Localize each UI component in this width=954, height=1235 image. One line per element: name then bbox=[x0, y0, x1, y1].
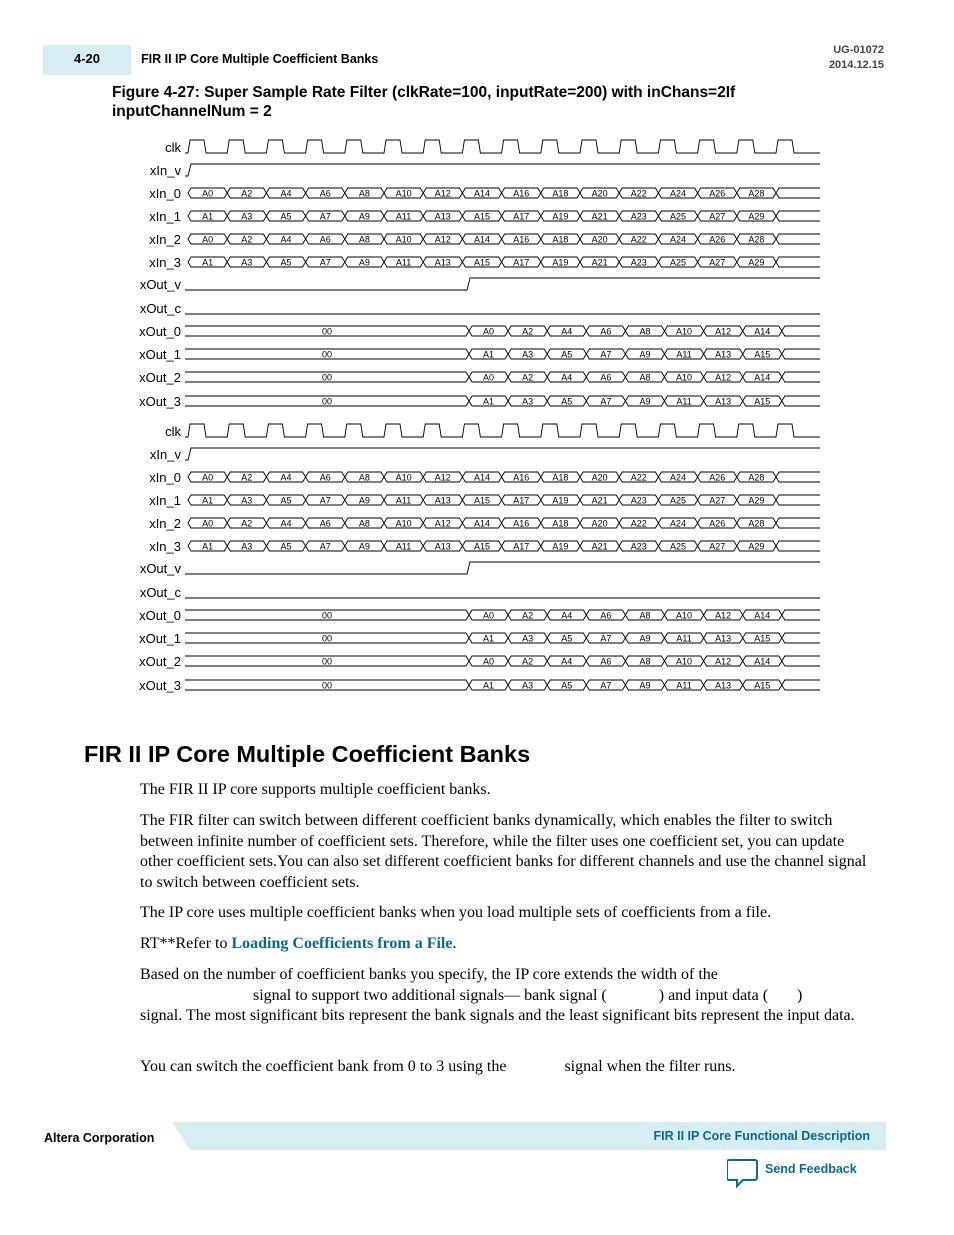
xout3-bus-value: A3 bbox=[522, 680, 534, 691]
xin0-bus-tail bbox=[776, 188, 820, 198]
xin2-bus-value: A24 bbox=[669, 518, 687, 529]
xin2-bus-value: A4 bbox=[280, 234, 292, 245]
xin3-bus-value: A27 bbox=[709, 541, 726, 552]
xin1-bus-value: A25 bbox=[669, 211, 687, 222]
xin-valid-waveform bbox=[185, 164, 820, 176]
xin1-bus-value: A9 bbox=[358, 211, 370, 222]
paragraph-5-line1: Based on the number of coefficient banks you specify, the IP core extends the width of the bbox=[140, 966, 718, 983]
signal-label-xin-2: xIn_2 bbox=[149, 516, 181, 531]
xin1-bus-value: A23 bbox=[630, 495, 647, 506]
xin2-bus-tail bbox=[776, 234, 820, 244]
xout0-bus-value: A6 bbox=[600, 610, 612, 621]
xout0-bus-initial-value: 00 bbox=[321, 610, 333, 621]
xin0-bus-value: A18 bbox=[552, 188, 569, 199]
paragraph-5-line3: signal. The most significant bits represent the bank signals and the least significant bits represent the input data. bbox=[140, 1007, 855, 1024]
xin3-bus-value: A19 bbox=[552, 257, 569, 268]
xin0-bus-value: A22 bbox=[630, 188, 647, 199]
xout2-bus-value: A2 bbox=[522, 656, 534, 667]
xin2-bus-value: A0 bbox=[202, 518, 214, 529]
xin3-bus-value: A17 bbox=[513, 541, 530, 552]
signal-label-xout-0: xOut_0 bbox=[139, 324, 181, 339]
xin0-bus-value: A16 bbox=[513, 472, 530, 483]
xout0-bus-value: A14 bbox=[754, 610, 771, 621]
xin2-bus-tail bbox=[776, 518, 820, 528]
xin1-bus-value: A21 bbox=[591, 495, 608, 506]
xout0-bus-value: A6 bbox=[600, 326, 612, 337]
signal-label-xout-0: xOut_0 bbox=[139, 608, 181, 623]
xin3-bus-value: A29 bbox=[748, 257, 765, 268]
xout0-bus-value: A4 bbox=[561, 610, 573, 621]
xin3-bus-value: A7 bbox=[319, 541, 331, 552]
xout0-bus-tail bbox=[782, 610, 820, 620]
xin0-bus-value: A20 bbox=[591, 188, 608, 199]
signal-label-xout-1: xOut_1 bbox=[139, 347, 181, 362]
paragraph-6 bbox=[140, 1057, 880, 1078]
xin1-bus-value: A23 bbox=[630, 211, 647, 222]
clk-waveform bbox=[185, 424, 820, 437]
xin0-bus-value: A2 bbox=[241, 472, 253, 483]
paragraph-4-prefix: RT**Refer to bbox=[140, 935, 232, 952]
xout1-bus-value: A1 bbox=[483, 633, 495, 644]
xin2-bus-value: A6 bbox=[319, 518, 331, 529]
xout3-bus-value: A9 bbox=[639, 680, 651, 691]
xin3-bus-tail bbox=[776, 257, 820, 267]
xout0-bus-value: A10 bbox=[676, 610, 693, 621]
paragraph-1 bbox=[140, 780, 880, 801]
xin2-bus-value: A16 bbox=[513, 518, 530, 529]
xin3-bus-value: A3 bbox=[241, 541, 253, 552]
xin2-bus-value: A24 bbox=[669, 234, 687, 245]
xin3-bus-value: A23 bbox=[630, 257, 647, 268]
xin0-bus-value: A14 bbox=[473, 472, 491, 483]
signal-label-xout-c: xOut_c bbox=[139, 301, 181, 316]
signal-label-xout-c: xOut_c bbox=[139, 585, 181, 600]
signal-label-xout-2: xOut_2 bbox=[139, 654, 181, 669]
xout2-bus-value: A8 bbox=[639, 656, 651, 667]
xout3-bus-value: A5 bbox=[561, 680, 573, 691]
loading-coefficients-link[interactable]: Loading Coefficients from a File bbox=[231, 935, 453, 952]
xin2-bus-value: A12 bbox=[434, 234, 451, 245]
xin1-bus-value: A1 bbox=[202, 211, 214, 222]
xin0-bus-value: A10 bbox=[395, 472, 412, 483]
xout1-bus-value: A15 bbox=[754, 349, 771, 360]
figure-caption-line2: inputChannelNum = 2 bbox=[112, 103, 272, 120]
xin2-bus-value: A22 bbox=[630, 518, 647, 529]
xin3-bus-value: A29 bbox=[748, 541, 765, 552]
xout1-bus-value: A11 bbox=[676, 349, 692, 360]
xin3-bus-value: A27 bbox=[709, 257, 726, 268]
xin2-bus-value: A2 bbox=[241, 234, 253, 245]
xin1-bus-value: A21 bbox=[591, 211, 608, 222]
xin2-bus-value: A18 bbox=[552, 518, 569, 529]
xin2-bus-value: A20 bbox=[591, 518, 608, 529]
xin-valid-waveform bbox=[185, 448, 820, 460]
footer-company: Altera Corporation bbox=[44, 1131, 155, 1145]
xout3-bus-value: A9 bbox=[639, 396, 651, 407]
xout2-bus-value: A14 bbox=[754, 372, 771, 383]
xout3-bus-value: A7 bbox=[600, 396, 612, 407]
xin1-bus-value: A9 bbox=[358, 495, 370, 506]
xin0-bus-value: A6 bbox=[319, 188, 331, 199]
xin2-bus-value: A14 bbox=[473, 234, 491, 245]
xin2-bus-value: A4 bbox=[280, 518, 292, 529]
xout2-bus-value: A6 bbox=[600, 372, 612, 383]
xin3-bus-tail bbox=[776, 541, 820, 551]
xout2-bus-value: A10 bbox=[676, 372, 693, 383]
xin0-bus-value: A8 bbox=[358, 472, 370, 483]
xin3-bus-value: A1 bbox=[202, 541, 214, 552]
xin1-bus-value: A17 bbox=[513, 211, 530, 222]
xout2-bus-value: A12 bbox=[715, 372, 732, 383]
xout3-bus-value: A11 bbox=[676, 680, 692, 691]
xin0-bus-value: A20 bbox=[591, 472, 608, 483]
signal-label-xout-1: xOut_1 bbox=[139, 631, 181, 646]
xout2-bus-value: A14 bbox=[754, 656, 771, 667]
xin0-bus-value: A8 bbox=[358, 188, 370, 199]
paragraph-6-part-a: You can switch the coefficient bank from 0 to 3 using the bbox=[140, 1058, 507, 1075]
xout2-bus-tail bbox=[782, 372, 820, 382]
xout1-bus-value: A3 bbox=[522, 349, 534, 360]
xin1-bus-tail bbox=[776, 495, 820, 505]
xin2-bus-value: A28 bbox=[748, 518, 765, 529]
xin1-bus-value: A19 bbox=[552, 495, 569, 506]
xin2-bus-value: A16 bbox=[513, 234, 530, 245]
xin2-bus-value: A26 bbox=[709, 518, 726, 529]
signal-label-xout-v: xOut_v bbox=[139, 277, 181, 292]
xout2-bus-value: A10 bbox=[676, 656, 693, 667]
xout3-bus-value: A13 bbox=[715, 396, 732, 407]
xout1-bus-value: A13 bbox=[715, 633, 732, 644]
xout2-bus-value: A12 bbox=[715, 656, 732, 667]
xin3-bus-value: A5 bbox=[280, 541, 292, 552]
xin2-bus-value: A12 bbox=[434, 518, 451, 529]
xin3-bus-value: A23 bbox=[630, 541, 647, 552]
xout1-bus-value: A7 bbox=[600, 633, 612, 644]
xin3-bus-value: A25 bbox=[669, 257, 687, 268]
xin1-bus-value: A15 bbox=[473, 495, 491, 506]
xin1-bus-value: A11 bbox=[395, 211, 412, 222]
xin3-bus-value: A25 bbox=[669, 541, 687, 552]
paragraph-3-text: The IP core uses multiple coefficient banks when you load multiple sets of coefficients from a file. bbox=[140, 904, 772, 921]
xin0-bus-value: A18 bbox=[552, 472, 569, 483]
xin0-bus-tail bbox=[776, 472, 820, 482]
xout3-bus-value: A1 bbox=[483, 680, 495, 691]
xin0-bus-value: A2 bbox=[241, 188, 253, 199]
xout-valid-waveform bbox=[185, 278, 820, 290]
xin3-bus-value: A1 bbox=[202, 257, 214, 268]
signal-label-xin-3: xIn_3 bbox=[149, 539, 181, 554]
xout3-bus-value: A11 bbox=[676, 396, 692, 407]
xout0-bus-value: A10 bbox=[676, 326, 693, 337]
xout2-bus-value: A8 bbox=[639, 372, 651, 383]
xin3-bus-value: A3 bbox=[241, 257, 253, 268]
xin3-bus-value: A15 bbox=[473, 257, 491, 268]
xin2-bus-value: A10 bbox=[395, 518, 412, 529]
xout3-bus-value: A1 bbox=[483, 396, 495, 407]
xin2-bus-value: A6 bbox=[319, 234, 331, 245]
signal-label-xin-1: xIn_1 bbox=[149, 209, 181, 224]
paragraph-5-part-d: ) bbox=[797, 986, 803, 1004]
footer-chapter-link[interactable]: FIR II IP Core Functional Description bbox=[653, 1129, 870, 1143]
xout2-bus-initial-value: 00 bbox=[321, 656, 333, 667]
paragraph-2-text: The FIR filter can switch between different coefficient banks dynamically, which enables the filter to switch between infinite number of coefficient sets. Therefore, while the filter uses one coefficient set, you can update other coefficient sets.You can also set different coefficient banks for different channels and use the channel signal to switch between coefficient sets. bbox=[140, 812, 867, 891]
xin0-bus-value: A22 bbox=[630, 472, 647, 483]
paragraph-3 bbox=[140, 903, 880, 924]
paragraph-5 bbox=[140, 965, 880, 1027]
xin1-bus-value: A3 bbox=[241, 211, 253, 222]
signal-label-xin-v: xIn_v bbox=[149, 163, 181, 178]
xin2-bus-value: A8 bbox=[358, 234, 370, 245]
xout2-bus-initial-value: 00 bbox=[321, 372, 333, 383]
xout1-bus-initial-value: 00 bbox=[321, 349, 333, 360]
xin1-bus-value: A27 bbox=[709, 211, 726, 222]
xin1-bus-value: A5 bbox=[280, 211, 292, 222]
signal-label-xout-2: xOut_2 bbox=[139, 370, 181, 385]
xin2-bus-value: A18 bbox=[552, 234, 569, 245]
xout1-bus-initial-value: 00 bbox=[321, 633, 333, 644]
signal-label-xin-0: xIn_0 bbox=[149, 470, 181, 485]
page-number: 4-20 bbox=[74, 51, 101, 66]
xin1-bus-value: A25 bbox=[669, 495, 687, 506]
signal-label-clk: clk bbox=[165, 424, 181, 439]
xin1-bus-value: A29 bbox=[748, 211, 765, 222]
xout1-bus-value: A9 bbox=[639, 349, 651, 360]
signal-label-xin-0: xIn_0 bbox=[149, 186, 181, 201]
xout0-bus-value: A8 bbox=[639, 610, 651, 621]
xout3-bus-value: A7 bbox=[600, 680, 612, 691]
paragraph-5-part-c: ) and input data ( bbox=[658, 986, 769, 1004]
paragraph-6-part-b: signal when the filter runs. bbox=[564, 1058, 736, 1075]
xin1-bus-value: A3 bbox=[241, 495, 253, 506]
xin1-bus-value: A11 bbox=[395, 495, 412, 506]
xin1-bus-value: A5 bbox=[280, 495, 292, 506]
xin0-bus-value: A12 bbox=[434, 188, 451, 199]
xin0-bus-value: A28 bbox=[748, 472, 765, 483]
xin2-bus-value: A22 bbox=[630, 234, 647, 245]
xout1-bus-value: A15 bbox=[754, 633, 771, 644]
xin1-bus-value: A15 bbox=[473, 211, 491, 222]
xin3-bus-value: A9 bbox=[358, 541, 370, 552]
xout2-bus-value: A4 bbox=[561, 372, 573, 383]
xin1-bus-value: A13 bbox=[434, 495, 451, 506]
xin0-bus-value: A24 bbox=[669, 472, 687, 483]
xin1-bus-value: A1 bbox=[202, 495, 214, 506]
xin0-bus-value: A0 bbox=[202, 188, 214, 199]
xin0-bus-value: A4 bbox=[280, 188, 292, 199]
xin3-bus-value: A7 bbox=[319, 257, 331, 268]
xout0-bus-value: A2 bbox=[522, 610, 534, 621]
xin0-bus-value: A28 bbox=[748, 188, 765, 199]
xout0-bus-value: A8 bbox=[639, 326, 651, 337]
paragraph-5-part-b: signal to support two additional signals— bank signal ( bbox=[253, 986, 607, 1004]
xin2-bus-value: A8 bbox=[358, 518, 370, 529]
xin0-bus-value: A4 bbox=[280, 472, 292, 483]
figure-caption-line1: Figure 4-27: Super Sample Rate Filter (clkRate=100, inputRate=200) with inChans=2If bbox=[112, 84, 736, 101]
xin0-bus-value: A16 bbox=[513, 188, 530, 199]
xin3-bus-value: A19 bbox=[552, 541, 569, 552]
xin1-bus-value: A19 bbox=[552, 211, 569, 222]
paragraph-4-suffix: . bbox=[452, 935, 457, 952]
xout3-bus-initial-value: 00 bbox=[321, 396, 333, 407]
xin1-bus-value: A13 bbox=[434, 211, 451, 222]
xin1-bus-value: A27 bbox=[709, 495, 726, 506]
xout1-bus-value: A11 bbox=[676, 633, 692, 644]
xout0-bus-tail bbox=[782, 326, 820, 336]
xout2-bus-value: A0 bbox=[483, 372, 495, 383]
xout2-bus-tail bbox=[782, 656, 820, 666]
xout3-bus-value: A3 bbox=[522, 396, 534, 407]
xin2-bus-value: A20 bbox=[591, 234, 608, 245]
clk-waveform bbox=[185, 140, 820, 153]
signal-label-xin-3: xIn_3 bbox=[149, 255, 181, 270]
xin2-bus-value: A2 bbox=[241, 518, 253, 529]
xout1-bus-value: A9 bbox=[639, 633, 651, 644]
xout1-bus-value: A5 bbox=[561, 349, 573, 360]
xin3-bus-value: A11 bbox=[395, 257, 412, 268]
xin0-bus-value: A12 bbox=[434, 472, 451, 483]
xout3-bus-value: A13 bbox=[715, 680, 732, 691]
xin3-bus-value: A21 bbox=[591, 257, 608, 268]
doc-id: UG-01072 bbox=[833, 44, 884, 56]
xout0-bus-value: A12 bbox=[715, 326, 732, 337]
xout1-bus-value: A7 bbox=[600, 349, 612, 360]
xin1-bus-value: A17 bbox=[513, 495, 530, 506]
xout3-bus-initial-value: 00 bbox=[321, 680, 333, 691]
send-feedback-link[interactable]: Send Feedback bbox=[765, 1162, 857, 1176]
xout0-bus-value: A2 bbox=[522, 326, 534, 337]
xin0-bus-value: A6 bbox=[319, 472, 331, 483]
xin2-bus-value: A26 bbox=[709, 234, 726, 245]
xin3-bus-value: A15 bbox=[473, 541, 491, 552]
paragraph-1-text: The FIR II IP core supports multiple coefficient banks. bbox=[140, 781, 491, 798]
xout1-bus-tail bbox=[782, 633, 820, 643]
xin0-bus-value: A10 bbox=[395, 188, 412, 199]
signal-label-xin-v: xIn_v bbox=[149, 447, 181, 462]
xin1-bus-value: A29 bbox=[748, 495, 765, 506]
xout0-bus-value: A0 bbox=[483, 610, 495, 621]
xout0-bus-value: A14 bbox=[754, 326, 771, 337]
signal-label-clk: clk bbox=[165, 140, 181, 155]
xin3-bus-value: A21 bbox=[591, 541, 608, 552]
signal-label-xin-2: xIn_2 bbox=[149, 232, 181, 247]
xin3-bus-value: A17 bbox=[513, 257, 530, 268]
xin0-bus-value: A24 bbox=[669, 188, 687, 199]
section-heading: FIR II IP Core Multiple Coefficient Banks bbox=[84, 741, 531, 767]
xout3-bus-tail bbox=[782, 680, 820, 690]
xin3-bus-value: A11 bbox=[395, 541, 412, 552]
xout1-bus-value: A3 bbox=[522, 633, 534, 644]
xin1-bus-value: A7 bbox=[319, 495, 331, 506]
paragraph-4 bbox=[140, 934, 880, 955]
xout2-bus-value: A0 bbox=[483, 656, 495, 667]
xout2-bus-value: A6 bbox=[600, 656, 612, 667]
xout0-bus-value: A4 bbox=[561, 326, 573, 337]
xout3-bus-tail bbox=[782, 396, 820, 406]
xout0-bus-initial-value: 00 bbox=[321, 326, 333, 337]
xout1-bus-tail bbox=[782, 349, 820, 359]
xin0-bus-value: A0 bbox=[202, 472, 214, 483]
signal-label-xout-3: xOut_3 bbox=[139, 678, 181, 693]
xout0-bus-value: A12 bbox=[715, 610, 732, 621]
xin0-bus-value: A26 bbox=[709, 188, 726, 199]
xin2-bus-value: A28 bbox=[748, 234, 765, 245]
xin2-bus-value: A10 bbox=[395, 234, 412, 245]
xout3-bus-value: A15 bbox=[754, 396, 771, 407]
xout-valid-waveform bbox=[185, 562, 820, 574]
doc-date: 2014.12.15 bbox=[828, 59, 884, 71]
xin3-bus-value: A9 bbox=[358, 257, 370, 268]
xin0-bus-value: A14 bbox=[473, 188, 491, 199]
signal-label-xin-1: xIn_1 bbox=[149, 493, 181, 508]
xin3-bus-value: A13 bbox=[434, 257, 451, 268]
xout1-bus-value: A1 bbox=[483, 349, 495, 360]
xout2-bus-value: A2 bbox=[522, 372, 534, 383]
signal-label-xout-3: xOut_3 bbox=[139, 394, 181, 409]
xout3-bus-value: A15 bbox=[754, 680, 771, 691]
xin1-bus-value: A7 bbox=[319, 211, 331, 222]
xin3-bus-value: A5 bbox=[280, 257, 292, 268]
xout1-bus-value: A13 bbox=[715, 349, 732, 360]
signal-label-xout-v: xOut_v bbox=[139, 561, 181, 576]
xin3-bus-value: A13 bbox=[434, 541, 451, 552]
xin0-bus-value: A26 bbox=[709, 472, 726, 483]
xout3-bus-value: A5 bbox=[561, 396, 573, 407]
xin2-bus-value: A0 bbox=[202, 234, 214, 245]
xout1-bus-value: A5 bbox=[561, 633, 573, 644]
running-header-title: FIR II IP Core Multiple Coefficient Banks bbox=[141, 52, 379, 66]
xin2-bus-value: A14 bbox=[473, 518, 491, 529]
paragraph-2 bbox=[140, 811, 880, 893]
xout2-bus-value: A4 bbox=[561, 656, 573, 667]
xout0-bus-value: A0 bbox=[483, 326, 495, 337]
xin1-bus-tail bbox=[776, 211, 820, 221]
